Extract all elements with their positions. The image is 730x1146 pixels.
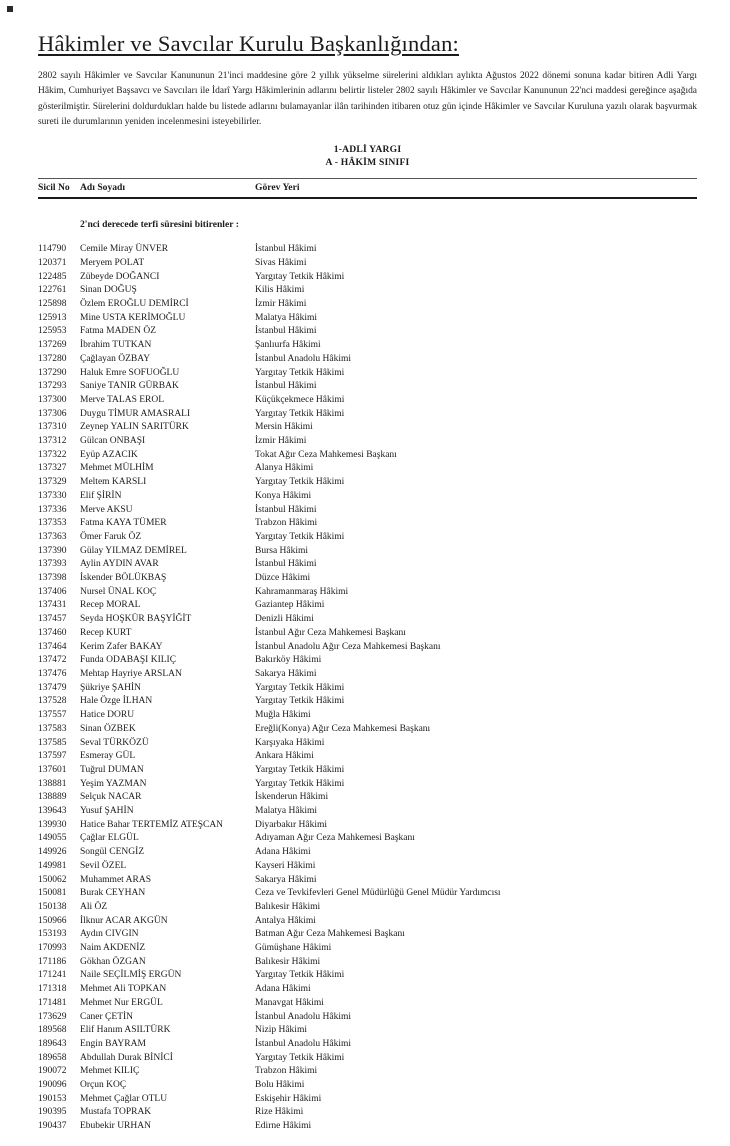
duty-location: Yargıtay Tetkik Hâkimi <box>255 764 345 775</box>
person-name: Sinan ÖZBEK <box>80 723 136 734</box>
table-row <box>38 1024 697 1038</box>
person-name: Hatice DORU <box>80 710 135 721</box>
table-row <box>38 421 697 435</box>
person-name: Ömer Faruk ÖZ <box>80 531 142 542</box>
table-row <box>38 668 697 682</box>
table-row <box>38 257 697 271</box>
sicil-no: 189643 <box>38 1038 67 1049</box>
person-name: Mehmet Ali TOPKAN <box>80 984 167 995</box>
table-row <box>38 887 697 901</box>
duty-location: Yargıtay Tetkik Hâkimi <box>255 477 345 488</box>
duty-location: Karşıyaka Hâkimi <box>255 737 325 748</box>
duty-location: Şanlıurfa Hâkimi <box>255 340 321 351</box>
table-row <box>38 901 697 915</box>
person-name: Songül CENGİZ <box>80 847 145 858</box>
table-row <box>38 654 697 668</box>
table-row <box>38 832 697 846</box>
sicil-no: 137329 <box>38 477 67 488</box>
table-row <box>38 462 697 476</box>
intro-paragraph: 2802 sayılı Hâkimler ve Savcılar Kanununun 21'inci maddesine göre 2 yıllık yükselme sürelerini aldıkları aylıkta Ağustos 2022 dönemi sonuna kadar bitiren Adli Yargı Hâkim, Cumhuriyet Başsavcı ve Savcıları ile İdarî Yargı Hâkimlerinin adlarını belirtir listeler 2802 sayılı Hâkimler ve Savcılar Kanununun 22'nci maddesi gereğince aşağıda gösterilmiştir. Sürelerini doldurdukları halde bu listede adlarını bulamayanlar ilân tarihinden itibaren otuz gün içinde Hâkimler ve Savcılar Kuruluna yazılı olarak başvurmak sureti ile durumlarının yeniden incelenmesini isteyebilirler. <box>38 71 697 127</box>
duty-location: Trabzon Hâkimi <box>255 1066 318 1077</box>
table-row <box>38 1011 697 1025</box>
person-name: Meryem POLAT <box>80 257 145 268</box>
person-name: Çağlar ELGÜL <box>80 833 139 844</box>
person-name: Elif ŞİRİN <box>80 490 122 501</box>
sicil-no: 137293 <box>38 381 67 392</box>
table-row <box>38 599 697 613</box>
sicil-no: 190096 <box>38 1080 67 1091</box>
sicil-no: 189658 <box>38 1052 67 1063</box>
person-name: Hatice Bahar TERTEMİZ ATEŞCAN <box>80 819 224 830</box>
table-row <box>38 394 697 408</box>
duty-location: Rize Hâkimi <box>255 1107 304 1118</box>
sicil-no: 171186 <box>38 956 67 967</box>
person-name: Gülay YILMAZ DEMİREL <box>80 545 187 556</box>
duty-location: Manavgat Hâkimi <box>255 997 324 1008</box>
person-name: Elif Hanım ASILTÜRK <box>80 1025 171 1036</box>
person-name: Seyda HOŞKÜR BAŞYİĞİT <box>80 614 192 625</box>
person-name: Recep KURT <box>80 627 132 638</box>
table-row <box>38 586 697 600</box>
sicil-no: 137269 <box>38 340 67 351</box>
sicil-no: 137431 <box>38 600 67 611</box>
duty-location: Yargıtay Tetkik Hâkimi <box>255 408 345 419</box>
duty-location: Sakarya Hâkimi <box>255 668 317 679</box>
person-name: Sevil ÖZEL <box>80 860 127 871</box>
duty-location: Konya Hâkimi <box>255 490 312 501</box>
person-name: Engin BAYRAM <box>80 1038 146 1049</box>
person-name: Mehmet KILIÇ <box>80 1066 140 1077</box>
duty-location: Eskişehir Hâkimi <box>255 1093 322 1104</box>
person-name: Eyüp AZACIK <box>80 449 138 460</box>
table-row <box>38 490 697 504</box>
sicil-no: 139930 <box>38 819 67 830</box>
person-name: Şükriye ŞAHİN <box>80 682 141 693</box>
sicil-no: 149055 <box>38 833 67 844</box>
person-name: Esmeray GÜL <box>80 751 136 762</box>
sicil-no: 190153 <box>38 1093 67 1104</box>
duty-location: Adıyaman Ağır Ceza Mahkemesi Başkanı <box>255 833 415 844</box>
duty-location: Balıkesir Hâkimi <box>255 901 321 912</box>
person-name: Seval TÜRKÖZÜ <box>80 737 149 748</box>
person-name: Saniye TANIR GÜRBAK <box>80 381 179 392</box>
duty-location: Ankara Hâkimi <box>255 751 314 762</box>
table-row <box>38 627 697 641</box>
person-name: İlknur ACAR AKGÜN <box>80 915 168 926</box>
table-row <box>38 750 697 764</box>
duty-location: Alanya Hâkimi <box>255 463 314 474</box>
sicil-no: 137460 <box>38 627 67 638</box>
sicil-no: 150966 <box>38 915 67 926</box>
sicil-no: 137327 <box>38 463 67 474</box>
duty-location: İstanbul Anadolu Hâkimi <box>255 1011 352 1022</box>
duty-location: Denizli Hâkimi <box>255 614 314 625</box>
duty-location: İzmir Hâkimi <box>255 299 307 309</box>
person-name: Aylin AYDIN AVAR <box>80 559 159 570</box>
sicil-no: 137336 <box>38 504 67 515</box>
table-row <box>38 558 697 572</box>
duty-location: Edirne Hâkimi <box>255 1121 312 1132</box>
scan-artifact-mark <box>7 6 13 12</box>
table-row <box>38 846 697 860</box>
duty-location: Muğla Hâkimi <box>255 710 311 721</box>
table-row <box>38 353 697 367</box>
person-name: Gülcan ONBAŞI <box>80 436 146 447</box>
table-row <box>38 339 697 353</box>
duty-location: Trabzon Hâkimi <box>255 518 318 529</box>
duty-location: Yargıtay Tetkik Hâkimi <box>255 696 345 707</box>
sicil-no: 150138 <box>38 901 67 912</box>
sicil-no: 137472 <box>38 655 67 666</box>
person-name: Haluk Emre SOFUOĞLU <box>80 367 180 378</box>
sicil-no: 153193 <box>38 929 67 940</box>
sicil-no: 138889 <box>38 792 67 803</box>
sicil-no: 190437 <box>38 1121 67 1132</box>
sicil-no: 173629 <box>38 1011 67 1022</box>
person-name: Abdullah Durak BİNİCİ <box>80 1052 173 1063</box>
table-row <box>38 243 697 257</box>
section-heading-adli-yargi: 1-ADLİ YARGI <box>333 144 402 156</box>
person-name: Fatma MADEN ÖZ <box>80 326 156 337</box>
person-name: Funda ODABAŞI KILIÇ <box>80 655 177 666</box>
duty-location: Sakarya Hâkimi <box>255 874 317 885</box>
duty-location: Diyarbakır Hâkimi <box>255 819 328 830</box>
duty-location: Malatya Hâkimi <box>255 806 317 817</box>
table-row <box>38 380 697 394</box>
duty-location: Yargıtay Tetkik Hâkimi <box>255 1052 345 1063</box>
column-header-gorev-yeri: Görev Yeri <box>255 182 300 194</box>
sicil-no: 150062 <box>38 874 67 885</box>
person-name: Mustafa TOPRAK <box>80 1107 152 1118</box>
person-name: Kerim Zafer BAKAY <box>80 641 163 652</box>
duty-location: Kilis Hâkimi <box>255 285 305 296</box>
sicil-no: 149981 <box>38 860 67 871</box>
sicil-no: 190395 <box>38 1107 67 1118</box>
sicil-no: 137390 <box>38 545 67 556</box>
person-name: Selçuk NACAR <box>80 792 142 803</box>
table-row <box>38 874 697 888</box>
table-row <box>38 764 697 778</box>
person-name: Sinan DOĞUŞ <box>80 285 137 296</box>
duty-location: İskenderun Hâkimi <box>255 792 329 803</box>
section-heading-hakim-sinifi: A - HÂKİM SINIFI <box>325 157 410 169</box>
duty-location: Yargıtay Tetkik Hâkimi <box>255 682 345 693</box>
table-row <box>38 298 697 312</box>
person-name: Tuğrul DUMAN <box>80 764 144 775</box>
sicil-no: 137300 <box>38 394 67 405</box>
table-row <box>38 791 697 805</box>
table-row <box>38 928 697 942</box>
table-row <box>38 1093 697 1107</box>
table-row <box>38 367 697 381</box>
table-row <box>38 915 697 929</box>
person-name: Çağlayan ÖZBAY <box>80 353 151 364</box>
table-row <box>38 408 697 422</box>
duty-location: İstanbul Anadolu Hâkimi <box>255 353 352 364</box>
duty-location: İstanbul Hâkimi <box>255 381 317 392</box>
duty-location: Gaziantep Hâkimi <box>255 600 325 611</box>
person-name: Fatma KAYA TÜMER <box>80 518 167 529</box>
table-row <box>38 271 697 285</box>
person-name: Nursel ÜNAL KOÇ <box>80 586 157 597</box>
duty-location: Kahramanmaraş Hâkimi <box>255 586 349 597</box>
sicil-no: 171241 <box>38 970 67 981</box>
page-title: Hâkimler ve Savcılar Kurulu Başkanlığından: <box>38 31 459 56</box>
duty-location: Kayseri Hâkimi <box>255 860 316 871</box>
person-name: İbrahim TUTKAN <box>80 340 152 351</box>
duty-location: Yargıtay Tetkik Hâkimi <box>255 970 345 981</box>
table-row <box>38 969 697 983</box>
duty-location: Yargıtay Tetkik Hâkimi <box>255 778 345 789</box>
sicil-no: 137479 <box>38 682 67 693</box>
person-name: Ebubekir URHAN <box>80 1121 151 1132</box>
duty-location: İzmir Hâkimi <box>255 436 307 447</box>
sicil-no: 139643 <box>38 806 67 817</box>
duty-location: Sivas Hâkimi <box>255 257 307 268</box>
table-row <box>38 641 697 655</box>
table-row <box>38 709 697 723</box>
person-name: Burak CEYHAN <box>80 888 146 899</box>
sicil-no: 137393 <box>38 559 67 570</box>
sicil-no: 137312 <box>38 436 67 447</box>
column-header-sicil-no: Sicil No <box>38 182 70 194</box>
sicil-no: 137597 <box>38 751 67 762</box>
sicil-no: 138881 <box>38 778 67 789</box>
table-row <box>38 778 697 792</box>
sicil-no: 137601 <box>38 764 67 775</box>
sicil-no: 137583 <box>38 723 67 734</box>
duty-location: Yargıtay Tetkik Hâkimi <box>255 367 345 378</box>
duty-location: Tokat Ağır Ceza Mahkemesi Başkanı <box>255 449 397 460</box>
sicil-no: 190072 <box>38 1066 67 1077</box>
duty-location: İstanbul Ağır Ceza Mahkemesi Başkanı <box>255 627 406 638</box>
person-name: Yeşim YAZMAN <box>80 778 147 789</box>
person-name: Naile SEÇİLMİŞ ERGÜN <box>80 970 182 981</box>
table-row <box>38 325 697 339</box>
duty-location: İstanbul Hâkimi <box>255 244 317 255</box>
section-headings <box>38 143 697 169</box>
person-name: İskender BÖLÜKBAŞ <box>80 573 167 584</box>
sicil-no: 189568 <box>38 1025 67 1036</box>
duty-location: Düzce Hâkimi <box>255 573 311 584</box>
sicil-no: 122485 <box>38 271 67 282</box>
table-row <box>38 737 697 751</box>
table-row <box>38 942 697 956</box>
duty-location: İstanbul Anadolu Ağır Ceza Mahkemesi Başkanı <box>255 641 441 652</box>
sicil-no: 137398 <box>38 573 67 584</box>
person-name: Gökhan ÖZGAN <box>80 956 146 967</box>
person-name: Orçun KOÇ <box>80 1080 127 1091</box>
sicil-no: 125898 <box>38 299 67 309</box>
group-heading: 2'nci derecede terfi süresini bitirenler : <box>80 219 239 231</box>
sicil-no: 171318 <box>38 984 67 995</box>
sicil-no: 137585 <box>38 737 67 748</box>
duty-location: İstanbul Hâkimi <box>255 504 317 515</box>
person-name: Duygu TİMUR AMASRALI <box>80 408 191 419</box>
sicil-no: 125913 <box>38 312 67 323</box>
duty-location: İstanbul Hâkimi <box>255 326 317 337</box>
duty-location: Bakırköy Hâkimi <box>255 655 322 666</box>
table-row <box>38 682 697 696</box>
sicil-no: 114790 <box>38 244 67 255</box>
table-row <box>38 1120 697 1134</box>
person-name: Hale Özge İLHAN <box>80 696 153 707</box>
person-name: Naim AKDENİZ <box>80 943 146 954</box>
duty-location: Nizip Hâkimi <box>255 1025 307 1036</box>
table-body <box>38 243 697 1134</box>
duty-location: Yargıtay Tetkik Hâkimi <box>255 271 345 282</box>
table-row <box>38 956 697 970</box>
table-header <box>38 178 697 199</box>
table-row <box>38 504 697 518</box>
duty-location: Mersin Hâkimi <box>255 422 313 433</box>
sicil-no: 170993 <box>38 943 67 954</box>
table-row <box>38 1038 697 1052</box>
sicil-no: 137280 <box>38 353 67 364</box>
duty-location: Gümüşhane Hâkimi <box>255 943 332 954</box>
person-name: Merve TALAS EROL <box>80 394 165 405</box>
duty-location: Bolu Hâkimi <box>255 1080 305 1091</box>
table-row <box>38 1052 697 1066</box>
person-name: Merve AKSU <box>80 504 133 515</box>
table-row <box>38 1065 697 1079</box>
table-row <box>38 695 697 709</box>
table-row <box>38 613 697 627</box>
person-name: Caner ÇETİN <box>80 1011 134 1022</box>
person-name: Zeynep YALIN SARITÜRK <box>80 422 189 433</box>
table-row <box>38 545 697 559</box>
person-name: Mehmet Nur ERGÜL <box>80 997 163 1008</box>
duty-location: Malatya Hâkimi <box>255 312 317 323</box>
table-row <box>38 997 697 1011</box>
person-name: Mehmet Çağlar OTLU <box>80 1093 168 1104</box>
person-name: Muhammet ARAS <box>80 874 151 885</box>
table-row <box>38 312 697 326</box>
sicil-no: 137557 <box>38 710 67 721</box>
person-name: Zübeyde DOĞANCI <box>80 271 160 282</box>
person-name: Mine USTA KERİMOĞLU <box>80 312 186 323</box>
person-name: Mehtap Hayriye ARSLAN <box>80 668 182 679</box>
table-row <box>38 476 697 490</box>
sicil-no: 137457 <box>38 614 67 625</box>
duty-location: Adana Hâkimi <box>255 847 311 858</box>
sicil-no: 137306 <box>38 408 67 419</box>
sicil-no: 137363 <box>38 531 67 542</box>
sicil-no: 137406 <box>38 586 67 597</box>
duty-location: Bursa Hâkimi <box>255 545 309 556</box>
table-row <box>38 572 697 586</box>
table-row <box>38 860 697 874</box>
duty-location: Batman Ağır Ceza Mahkemesi Başkanı <box>255 929 405 940</box>
person-name: Ali ÖZ <box>80 901 108 912</box>
duty-location: İstanbul Hâkimi <box>255 559 317 570</box>
table-row <box>38 1079 697 1093</box>
sicil-no: 137310 <box>38 422 67 433</box>
duty-location: Antalya Hâkimi <box>255 915 316 926</box>
sicil-no: 137330 <box>38 490 67 501</box>
duty-location: Balıkesir Hâkimi <box>255 956 321 967</box>
person-name: Aydın CIVGIN <box>80 929 139 940</box>
sicil-no: 137464 <box>38 641 67 652</box>
table-row <box>38 723 697 737</box>
table-row <box>38 805 697 819</box>
person-name: Meltem KARSLI <box>80 477 147 488</box>
sicil-no: 137476 <box>38 668 67 679</box>
table-row <box>38 983 697 997</box>
person-name: Mehmet MÜLHİM <box>80 463 154 474</box>
sicil-no: 137528 <box>38 696 67 707</box>
duty-location: Yargıtay Tetkik Hâkimi <box>255 531 345 542</box>
sicil-no: 171481 <box>38 997 67 1008</box>
duty-location: Küçükçekmece Hâkimi <box>255 394 345 405</box>
sicil-no: 125953 <box>38 326 67 337</box>
table-row <box>38 819 697 833</box>
person-name: Yusuf ŞAHİN <box>80 806 134 817</box>
duty-location: Ereğli(Konya) Ağır Ceza Mahkemesi Başkanı <box>255 723 431 734</box>
sicil-no: 137353 <box>38 518 67 529</box>
sicil-no: 150081 <box>38 888 67 899</box>
person-name: Özlem EROĞLU DEMİRCİ <box>80 299 189 309</box>
sicil-no: 149926 <box>38 847 67 858</box>
sicil-no: 120371 <box>38 257 67 268</box>
person-name: Cemile Miray ÜNVER <box>80 244 169 255</box>
table-row <box>38 1106 697 1120</box>
duty-location: Adana Hâkimi <box>255 984 311 995</box>
table-row <box>38 449 697 463</box>
person-name: Recep MORAL <box>80 600 141 611</box>
table-row <box>38 517 697 531</box>
sicil-no: 137322 <box>38 449 67 460</box>
duty-location: İstanbul Anadolu Hâkimi <box>255 1038 352 1049</box>
table-row <box>38 284 697 298</box>
sicil-no: 137290 <box>38 367 67 378</box>
table-row <box>38 531 697 545</box>
column-header-adi-soyadi: Adı Soyadı <box>80 182 126 194</box>
duty-location: Ceza ve Tevkifevleri Genel Müdürlüğü Genel Müdür Yardımcısı <box>255 888 501 899</box>
sicil-no: 122761 <box>38 285 67 296</box>
table-row <box>38 435 697 449</box>
